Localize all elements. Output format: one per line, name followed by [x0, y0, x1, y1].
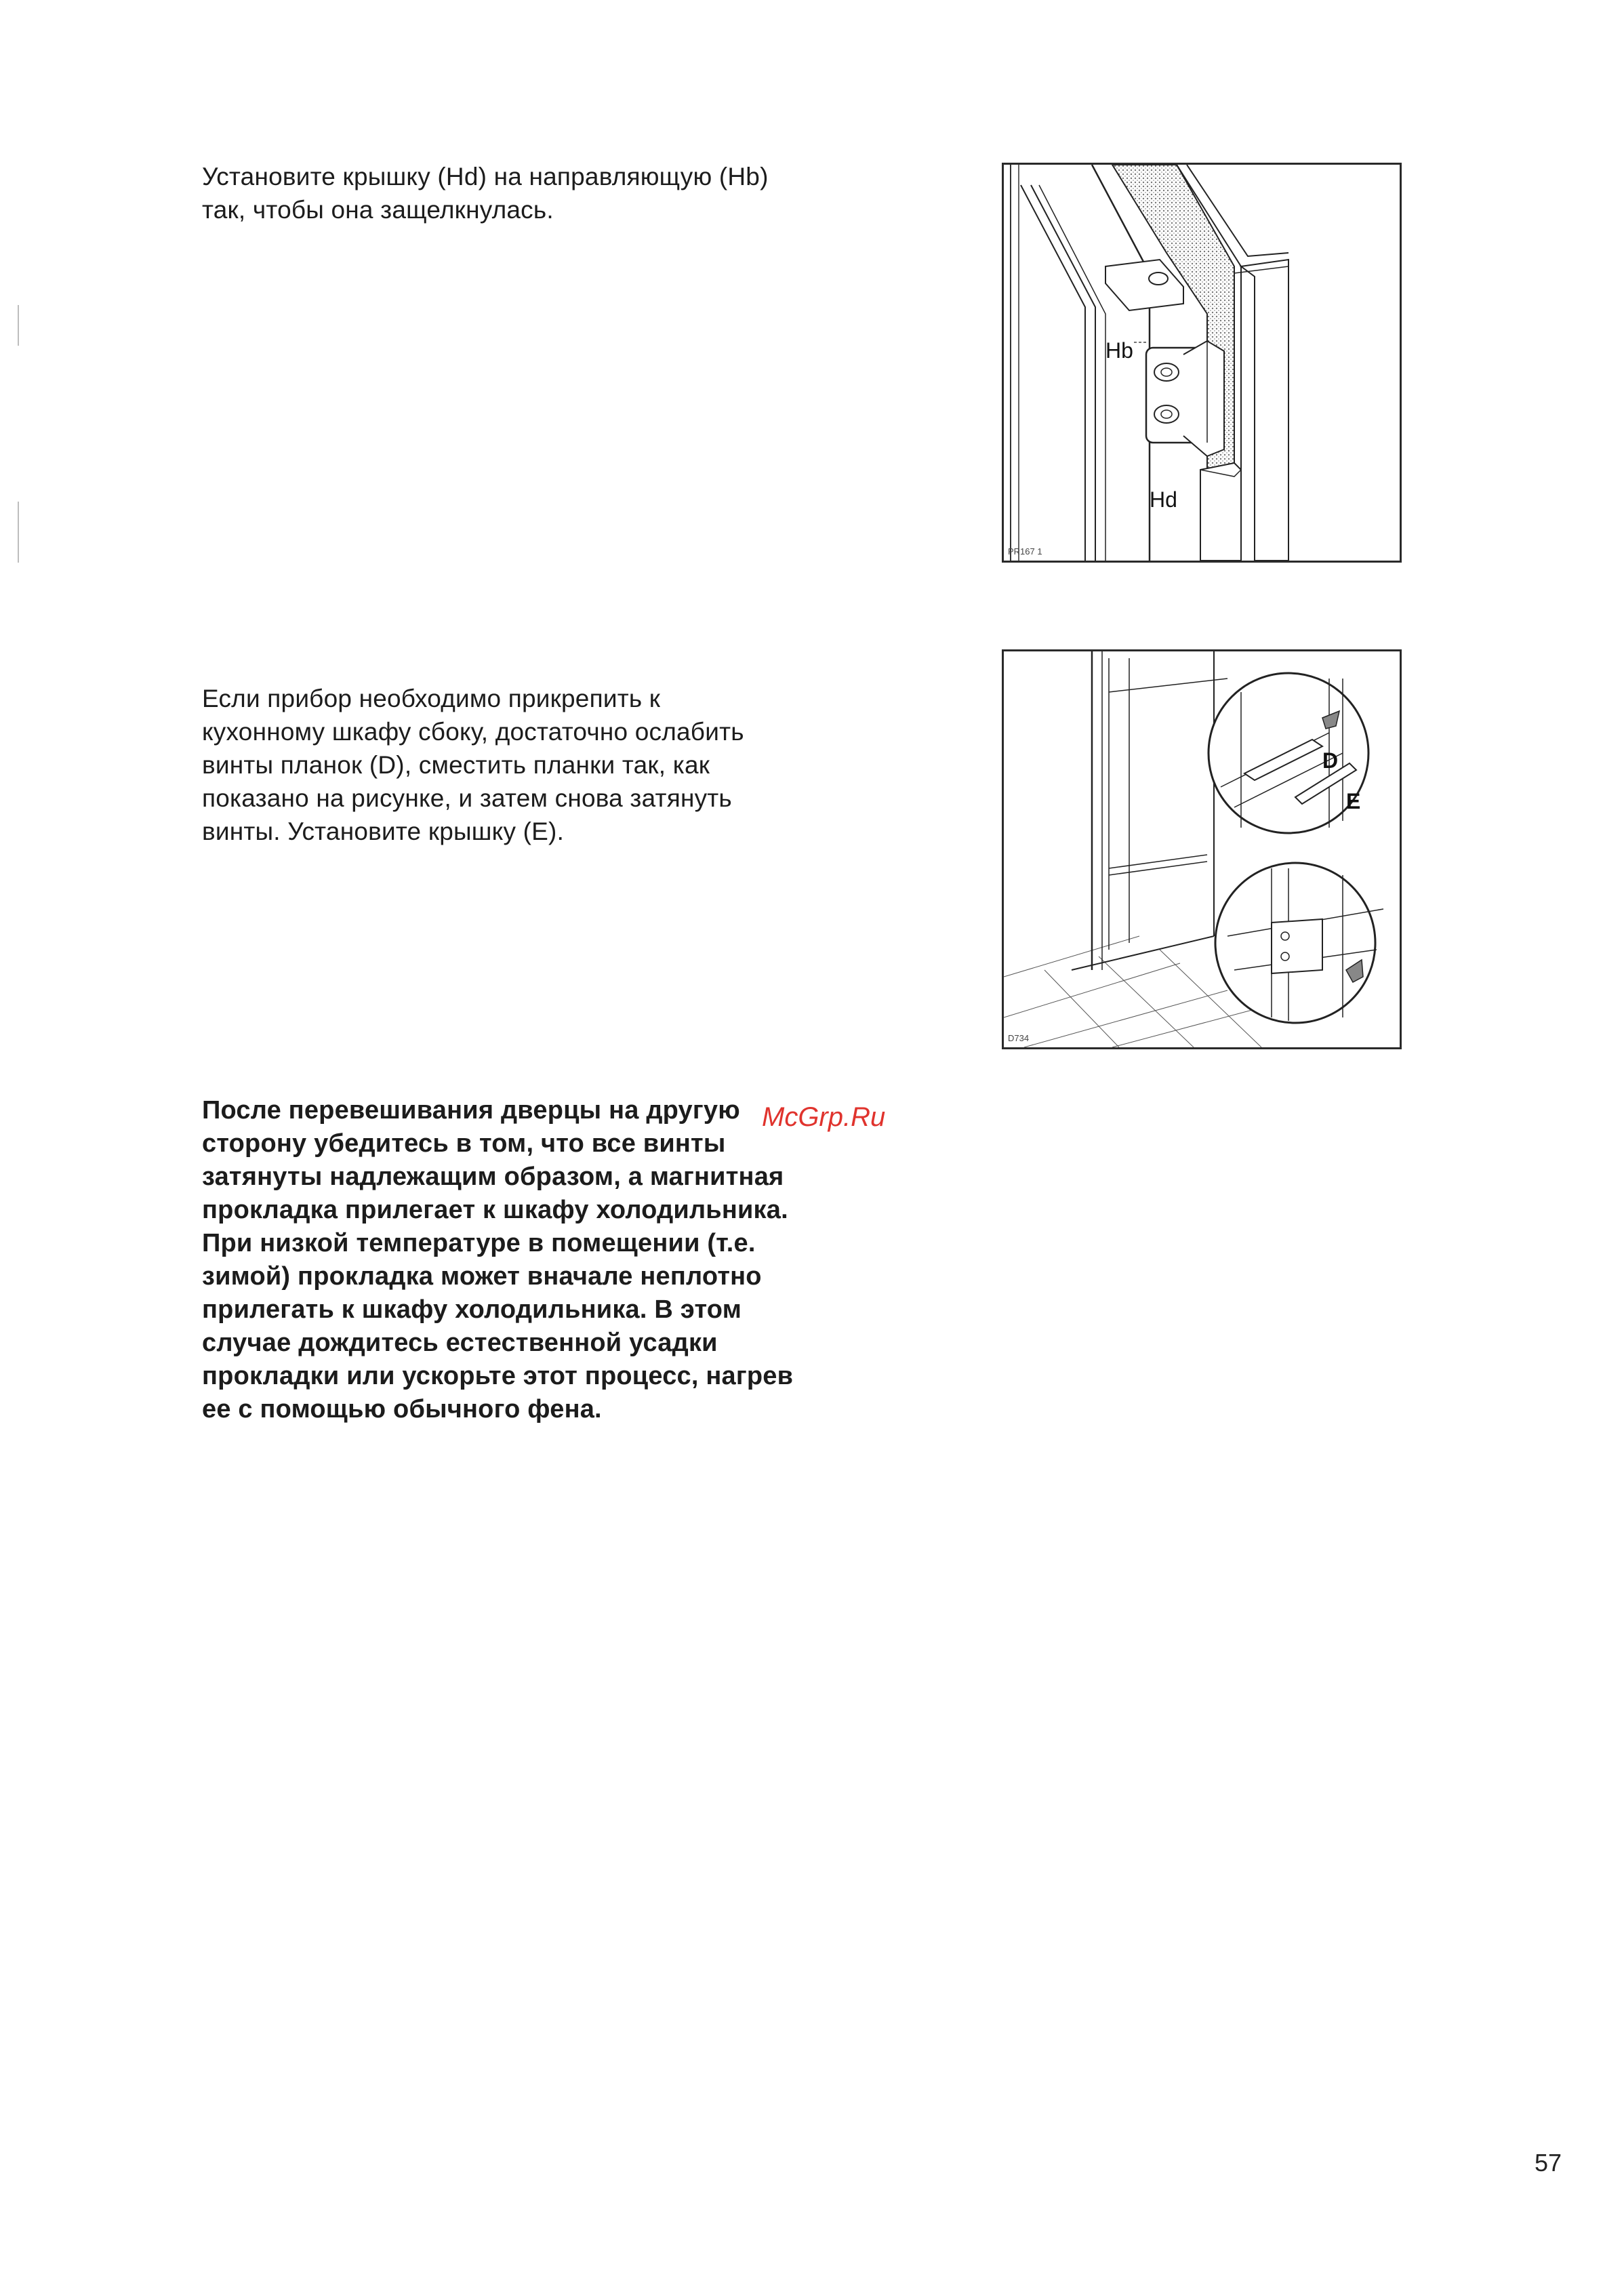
watermark: McGrp.Ru — [762, 1102, 886, 1132]
paragraph-after-door-reversal: После перевешивания дверцы на другую сторону убедитесь в том, что все винты затянуты надлежащим образом, а магнитная прокладка прилегает к шкафу холодильника. При низкой температуре в помещении (т.е. зимой) прокладка может вначале неплотно прилегать к шкафу холодильника. В этом случае дождитесь естественной усадки прокладки или ускорьте этот процесс, нагрев ее с помощью обычного фена. — [202, 1096, 794, 1423]
label-d: D — [1322, 748, 1339, 773]
illustration-door-hinge — [1004, 165, 1400, 561]
page-number: 57 — [1535, 2149, 1562, 2177]
scan-mark-left — [18, 305, 19, 346]
figure-cover-on-guide — [1002, 163, 1402, 563]
illustration-cabinet-plates — [1004, 651, 1400, 1047]
paragraph-cover-install: Установите крышку (Hd) на направляющую (Hb) так, чтобы она защелкнулась. — [202, 163, 769, 224]
paragraph-side-mount: Если прибор необходимо прикрепить к кухонному шкафу сбоку, достаточно ослабить винты планок (D), сместить планки так, как показано на рисунке, и затем снова затянуть винты. Установите крышку (E). — [202, 685, 744, 845]
scan-mark-left-2 — [18, 502, 19, 563]
figure-side-mount-plates — [1002, 649, 1402, 1049]
label-hb: Hb — [1105, 338, 1133, 363]
label-hd: Hd — [1150, 487, 1177, 512]
figure-code: D734 — [1008, 1033, 1030, 1043]
figure-code: PR167 1 — [1008, 546, 1042, 557]
label-e: E — [1346, 789, 1361, 813]
